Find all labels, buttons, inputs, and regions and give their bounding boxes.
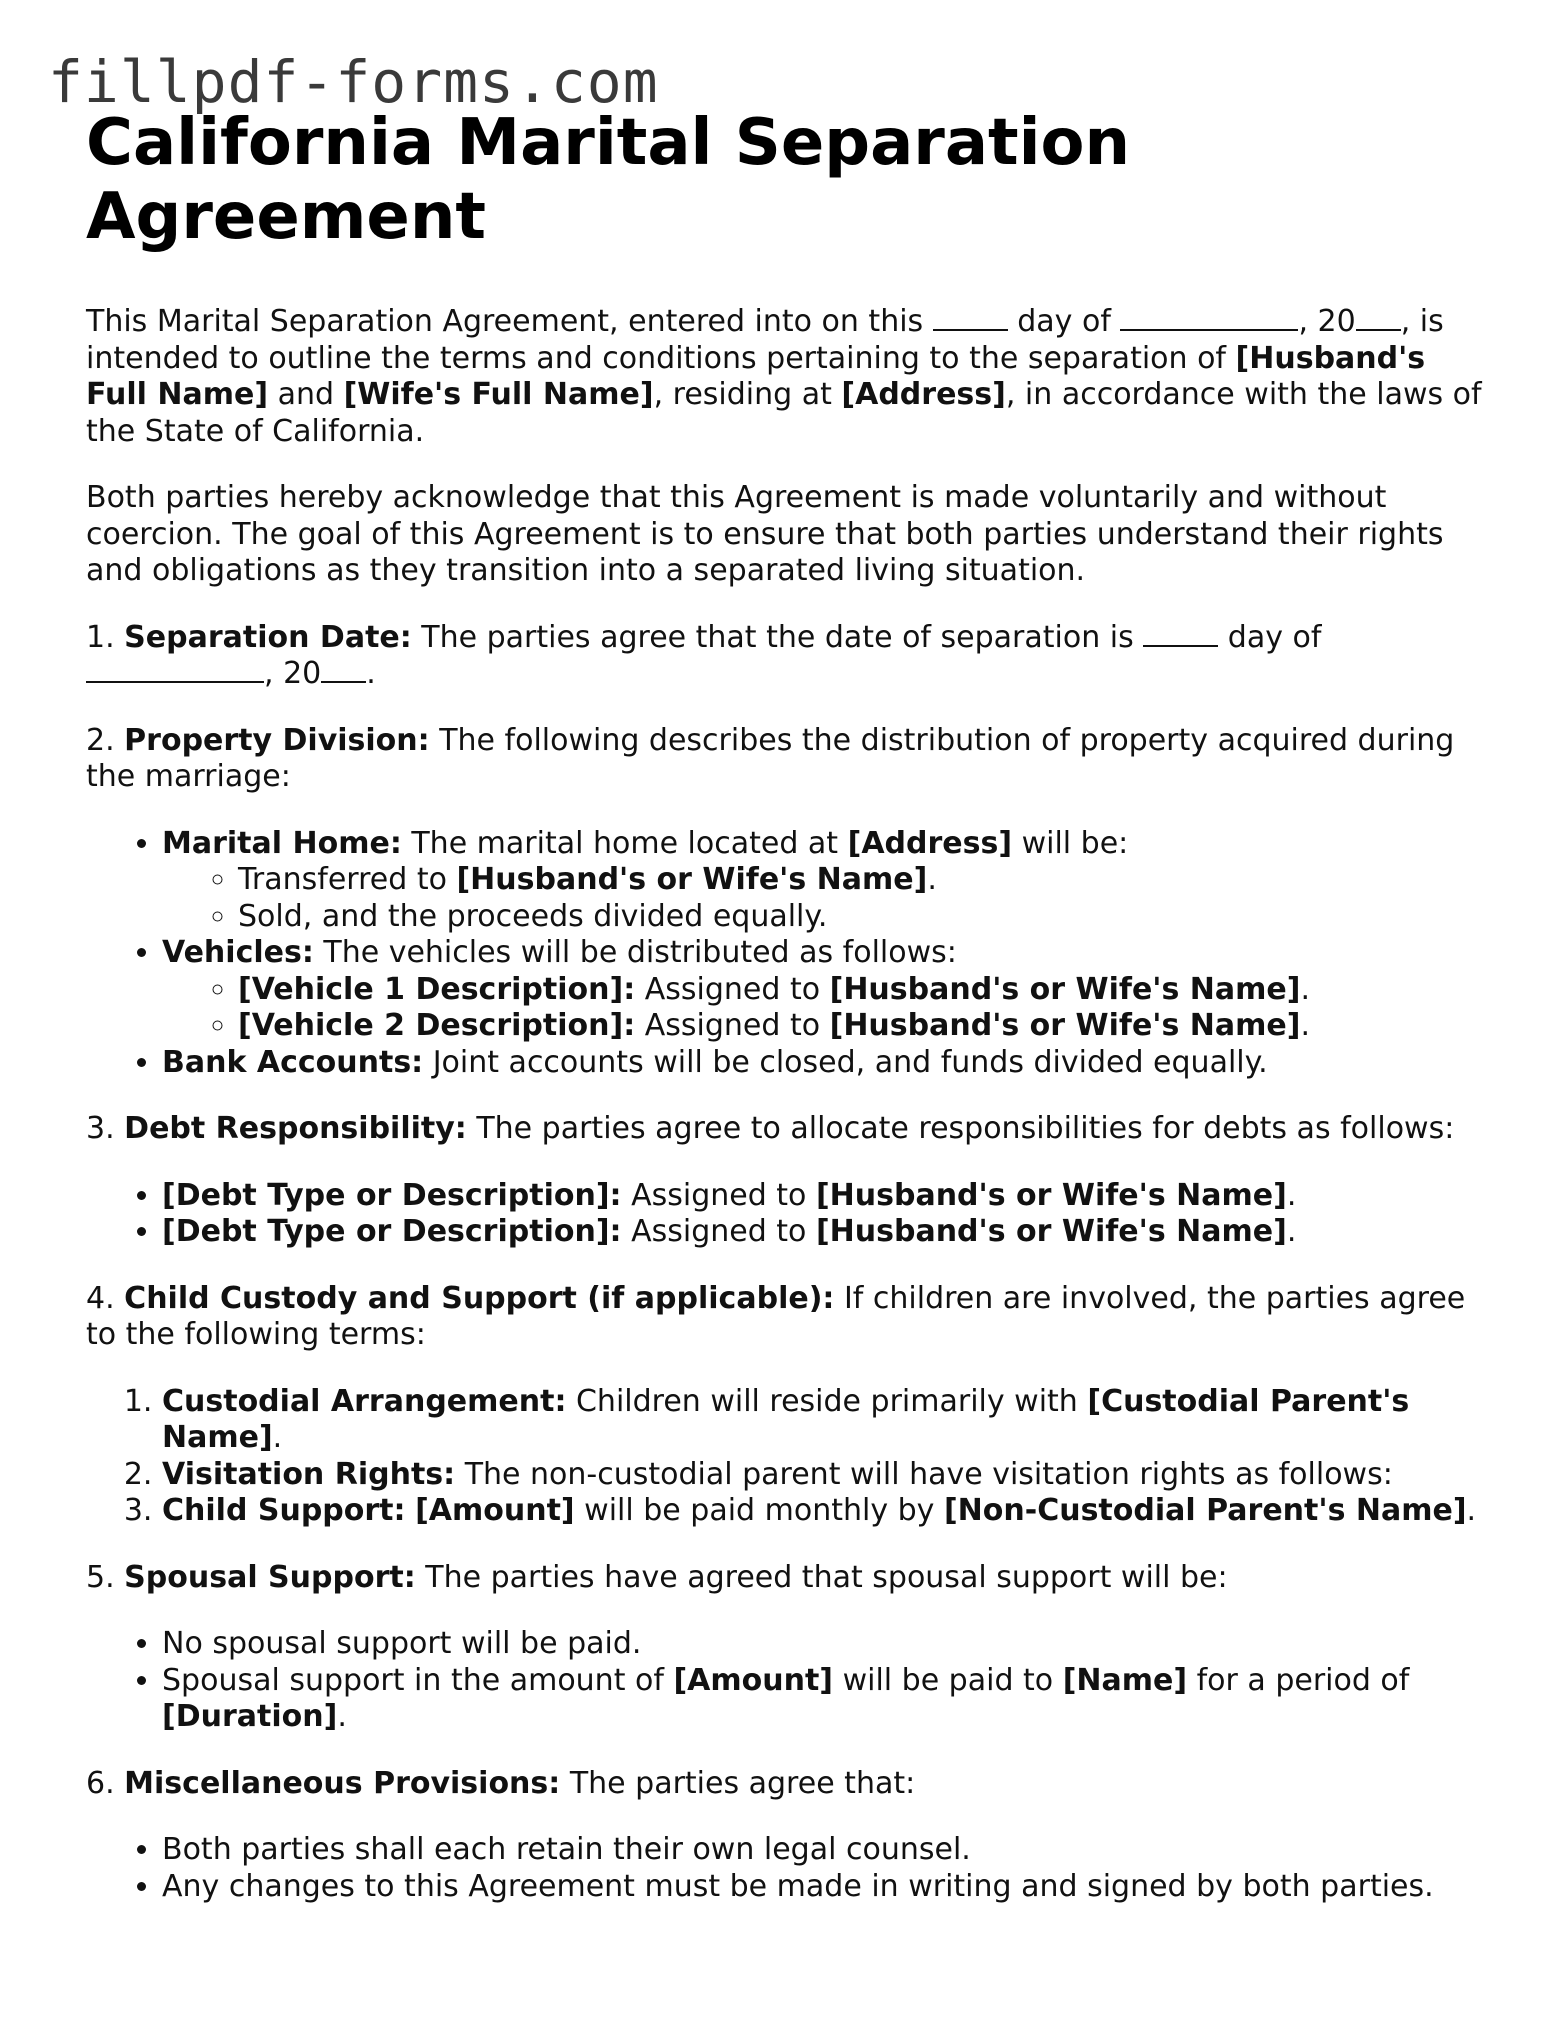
list-item: • Spousal support in the amount of [Amount] will be paid to [Name] for a period of [Duration]. [162, 1663, 1486, 1736]
list-item: 2. Visitation Rights: The non-custodial parent will have visitation rights as follows: [162, 1457, 1486, 1494]
vehicles-list [162, 972, 1486, 1045]
section-property-division: 2. Property Division: The following describes the distribution of property acquired during the marriage: [86, 722, 1455, 794]
day-blank[interactable] [933, 328, 1008, 331]
section-child-custody: 4. Child Custody and Support (if applicable): If children are involved, the parties agree to the following terms: [86, 1280, 1466, 1352]
home-options-list [162, 862, 1486, 935]
list-item: ◦ [Vehicle 2 Description]: Assigned to [Husband's or Wife's Name]. [238, 1008, 1486, 1045]
list-item: ◦ [Vehicle 1 Description]: Assigned to [Husband's or Wife's Name]. [238, 972, 1486, 1009]
list-item: • [Debt Type or Description]: Assigned to [Husband's or Wife's Name]. [162, 1214, 1486, 1251]
miscellaneous-list [86, 1832, 1486, 1905]
list-item: ◦ Sold, and the proceeds divided equally. [238, 899, 1486, 936]
list-item: 3. Child Support: [Amount] will be paid monthly by [Non-Custodial Parent's Name]. [162, 1493, 1486, 1530]
acknowledgement-paragraph: Both parties hereby acknowledge that this Agreement is made voluntarily and without coercion. The goal of this Agreement is to ensure that both parties understand their rights and obligations as they transition into a separated living situation. [86, 480, 1444, 588]
list-item: • No spousal support will be paid. [162, 1626, 1486, 1663]
section-miscellaneous: 6. Miscellaneous Provisions: The parties agree that: [86, 1765, 916, 1801]
list-item: 1. Custodial Arrangement: Children will reside primarily with [Custodial Parent's Name]. [162, 1384, 1486, 1457]
section-separation-date: 1. Separation Date: The parties agree that the date of separation is day of , 20 . [86, 619, 1322, 691]
section-debt-responsibility: 3. Debt Responsibility: The parties agree to allocate responsibilities for debts as follows: [86, 1111, 1455, 1146]
separation-year-blank[interactable] [321, 680, 366, 683]
list-item: • Any changes to this Agreement must be made in writing and signed by both parties. [162, 1869, 1486, 1906]
list-item: • [Debt Type or Description]: Assigned to [Husband's or Wife's Name]. [162, 1178, 1486, 1215]
month-blank[interactable] [1120, 328, 1298, 331]
list-item: • Marital Home: The marital home located at [Address] will be: ◦ Transferred to [Husband's or Wife's Name]. ◦ Sold, and the proceeds divided equally. [162, 826, 1486, 936]
list-item: ◦ Transferred to [Husband's or Wife's Name]. [238, 862, 1486, 899]
intro-paragraph: This Marital Separation Agreement, entered into on this day of , 20 , is intended to outline the terms and conditions pertaining to the separation of [Husband's Full Name] and [Wife's Full Name], residing at [Address], in accordance with the laws of the State of California. [86, 304, 1482, 449]
page-title: California Marital Separation Agreement [86, 106, 1131, 254]
watermark: fillpdf-forms.com [48, 48, 659, 116]
list-item: • Vehicles: The vehicles will be distributed as follows: ◦ [Vehicle 1 Description]: Assigned to [Husband's or Wife's Name]. ◦ [Vehicle 2 Description]: Assigned to [Husband's or Wife's Name]. [162, 935, 1486, 1045]
separation-month-blank[interactable] [86, 680, 264, 683]
list-item: • Bank Accounts: Joint accounts will be closed, and funds divided equally. [162, 1045, 1486, 1082]
document-page [86, 106, 1486, 1935]
spousal-support-list [86, 1626, 1486, 1736]
property-list [86, 826, 1486, 1082]
custody-list [86, 1384, 1486, 1530]
separation-day-blank[interactable] [1143, 644, 1218, 647]
section-spousal-support: 5. Spousal Support: The parties have agreed that spousal support will be: [86, 1559, 1228, 1595]
list-item: • Both parties shall each retain their own legal counsel. [162, 1832, 1486, 1869]
year-blank[interactable] [1356, 328, 1401, 331]
debt-list [86, 1178, 1486, 1251]
